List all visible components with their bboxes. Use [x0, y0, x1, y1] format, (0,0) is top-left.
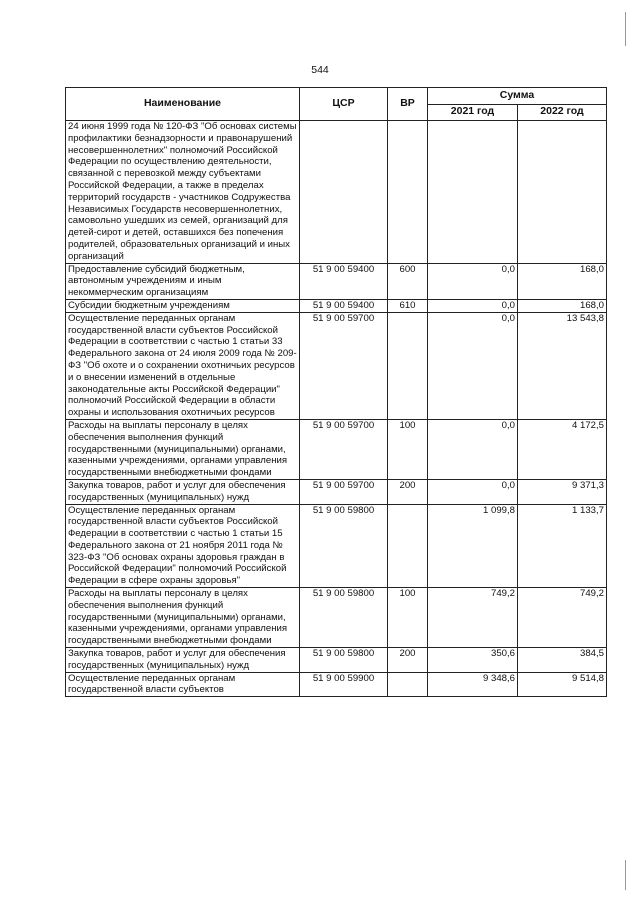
- page-number: 544: [311, 64, 329, 76]
- row-name: Расходы на выплаты персоналу в целях обеспечения выполнения функций государственными (муниципальными) органами, казенными учреждениями, органами управления государственными внебюджетными фондами: [66, 588, 300, 648]
- table-row: [66, 419, 607, 479]
- row-csr: 51 9 00 59700: [300, 419, 388, 479]
- row-csr: 51 9 00 59900: [300, 672, 388, 697]
- row-name: Осуществление переданных органам государственной власти субъектов Российской Федерации в соответствии с частью 1 статьи 15 Федерального закона от 21 ноября 2011 года № 323-ФЗ "Об основах охраны здоровья граждан в Российской Федерации" полномочий Российской Федерации в сфере охраны здоровья": [66, 504, 300, 588]
- row-csr: 51 9 00 59800: [300, 588, 388, 648]
- row-2022: 9 371,3: [518, 479, 607, 504]
- row-2022: 13 543,8: [518, 312, 607, 419]
- table-row: [66, 299, 607, 312]
- row-2022: 9 514,8: [518, 672, 607, 697]
- row-2022: 168,0: [518, 263, 607, 299]
- row-2021: 0,0: [428, 479, 518, 504]
- row-2021: 1 099,8: [428, 504, 518, 588]
- row-2021: 749,2: [428, 588, 518, 648]
- row-2022: [518, 121, 607, 264]
- row-2021: 0,0: [428, 419, 518, 479]
- table-row: [66, 504, 607, 588]
- row-csr: 51 9 00 59800: [300, 504, 388, 588]
- row-name: Закупка товаров, работ и услуг для обеспечения государственных (муниципальных) нужд: [66, 648, 300, 673]
- row-csr: 51 9 00 59700: [300, 479, 388, 504]
- row-name: Осуществление переданных органам государственной власти субъектов: [66, 672, 300, 697]
- row-csr: [300, 121, 388, 264]
- row-vr: [388, 121, 428, 264]
- row-2021: 0,0: [428, 299, 518, 312]
- row-2022: 384,5: [518, 648, 607, 673]
- row-vr: 610: [388, 299, 428, 312]
- row-csr: 51 9 00 59800: [300, 648, 388, 673]
- row-2022: 749,2: [518, 588, 607, 648]
- table-row: [66, 121, 607, 264]
- header-row: [66, 88, 607, 105]
- row-name: Расходы на выплаты персоналу в целях обеспечения выполнения функций государственными (муниципальными) органами, казенными учреждениями, органами управления государственными внебюджетными фондами: [66, 419, 300, 479]
- row-vr: 600: [388, 263, 428, 299]
- row-name: Осуществление переданных органам государственной власти субъектов Российской Федерации в соответствии с частью 1 статьи 33 Федерального закона от 24 июля 2009 года № 209-ФЗ "Об охоте и о сохранении охотничьих ресурсов и о внесении изменений в отдельные законодательные акты Российской Федерации" полномочий Российской Федерации в области охраны и использования охотничьих ресурсов: [66, 312, 300, 419]
- budget-table: [65, 87, 607, 697]
- row-csr: 51 9 00 59400: [300, 299, 388, 312]
- row-2021: 9 348,6: [428, 672, 518, 697]
- row-2022: 4 172,5: [518, 419, 607, 479]
- header-name: Наименование: [66, 88, 300, 121]
- row-name: 24 июня 1999 года № 120-ФЗ "Об основах системы профилактики безнадзорности и правонарушений несовершеннолетних" полномочий Российской Федерации по осуществлению деятельности, связанной с перевозкой между субъектами Российской Федерации, а также в пределах территорий государств - участников Содружества Независимых Государств несовершеннолетних, самовольно ушедших из семей, организаций для детей-сирот и детей, оставшихся без попечения родителей, образовательных организаций и иных организаций: [66, 121, 300, 264]
- row-csr: 51 9 00 59400: [300, 263, 388, 299]
- scan-edge-mark: [625, 860, 626, 890]
- table-row: [66, 263, 607, 299]
- header-csr: ЦСР: [300, 88, 388, 121]
- header-year-2021: 2021 год: [428, 104, 518, 121]
- table-row: [66, 312, 607, 419]
- row-2021: 0,0: [428, 312, 518, 419]
- row-2021: 350,6: [428, 648, 518, 673]
- header-year-2022: 2022 год: [518, 104, 607, 121]
- row-2021: [428, 121, 518, 264]
- scan-edge-mark: [625, 12, 626, 46]
- row-name: Субсидии бюджетным учреждениям: [66, 299, 300, 312]
- row-vr: [388, 312, 428, 419]
- row-vr: [388, 672, 428, 697]
- row-csr: 51 9 00 59700: [300, 312, 388, 419]
- row-2022: 1 133,7: [518, 504, 607, 588]
- header-vr: ВР: [388, 88, 428, 121]
- row-vr: 200: [388, 479, 428, 504]
- row-vr: 100: [388, 419, 428, 479]
- table-row: [66, 588, 607, 648]
- row-name: Закупка товаров, работ и услуг для обеспечения государственных (муниципальных) нужд: [66, 479, 300, 504]
- table-row: [66, 672, 607, 697]
- row-2021: 0,0: [428, 263, 518, 299]
- row-vr: 200: [388, 648, 428, 673]
- row-2022: 168,0: [518, 299, 607, 312]
- row-vr: 100: [388, 588, 428, 648]
- table-row: [66, 479, 607, 504]
- table-row: [66, 648, 607, 673]
- header-sum: Сумма: [428, 88, 607, 105]
- row-vr: [388, 504, 428, 588]
- row-name: Предоставление субсидий бюджетным, автономным учреждениям и иным некоммерческим организациям: [66, 263, 300, 299]
